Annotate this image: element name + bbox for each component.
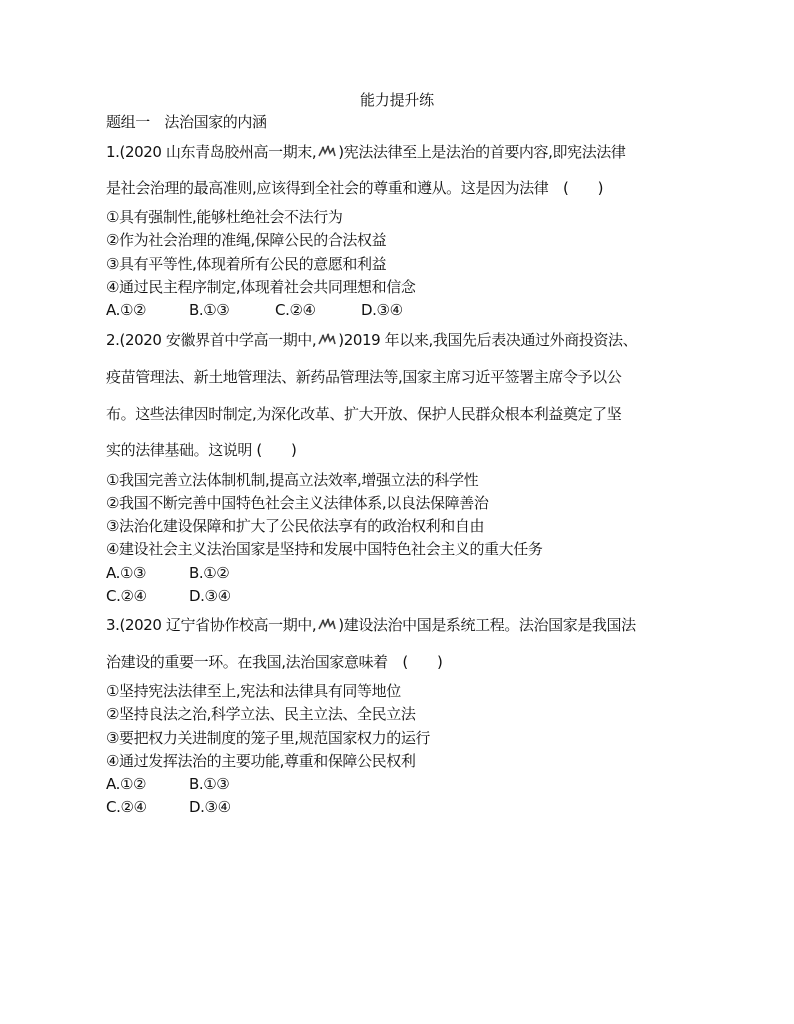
question-1-item-1: ①具有强制性,能够杜绝社会不法行为 bbox=[106, 208, 343, 226]
question-3-options-row-2 bbox=[106, 797, 231, 817]
question-2-item-4: ④建设社会主义法治国家是坚持和发展中国特色社会主义的重大任务 bbox=[106, 540, 543, 558]
question-1-line-1 bbox=[106, 142, 626, 162]
question-2-options-row-1 bbox=[106, 563, 229, 583]
question-2-item-3: ③法治化建设保障和扩大了公民依法享有的政治权利和自由 bbox=[106, 517, 485, 535]
option-b[interactable]: B.①③ bbox=[189, 301, 230, 319]
question-1-item-4: ④通过民主程序制定,体现着社会共同理想和信念 bbox=[106, 278, 416, 296]
question-3-line-1 bbox=[106, 615, 636, 635]
question-1-options bbox=[106, 300, 403, 320]
option-c[interactable]: C.②④ bbox=[275, 301, 316, 319]
option-a[interactable]: A.①③ bbox=[106, 564, 147, 582]
option-a[interactable]: A.①② bbox=[106, 775, 147, 793]
option-b[interactable]: B.①③ bbox=[189, 775, 230, 793]
question-3-item-3: ③要把权力关进制度的笼子里,规范国家权力的运行 bbox=[106, 729, 431, 747]
question-2-line-1 bbox=[106, 330, 637, 350]
page-title: 能力提升练 bbox=[359, 91, 434, 109]
question-1-line-2: 是社会治理的最高准则,应该得到全社会的尊重和遵从。这是因为法律 ( ) bbox=[106, 179, 604, 197]
question-3-item-1: ①坚持宪法法律至上,宪法和法律具有同等地位 bbox=[106, 682, 401, 700]
question-3-item-4: ④通过发挥法治的主要功能,尊重和保障公民权利 bbox=[106, 752, 416, 770]
difficulty-stars-icon bbox=[317, 618, 337, 632]
option-d[interactable]: D.③④ bbox=[361, 301, 403, 319]
question-1-source: 1.(2020 山东青岛胶州高一期末, bbox=[106, 143, 317, 161]
option-d[interactable]: D.③④ bbox=[189, 798, 231, 816]
question-2-line-2: 疫苗管理法、新土地管理法、新药品管理法等,国家主席习近平签署主席令予以公 bbox=[106, 368, 622, 386]
question-2-item-2: ②我国不断完善中国特色社会主义法律体系,以良法保障善治 bbox=[106, 494, 489, 512]
question-2-line-4: 实的法律基础。这说明 ( ) bbox=[106, 441, 297, 459]
option-d[interactable]: D.③④ bbox=[189, 587, 231, 605]
question-2-source: 2.(2020 安徽界首中学高一期中, bbox=[106, 331, 317, 349]
question-1-stem: )宪法法律至上是法治的首要内容,即宪法法律 bbox=[338, 143, 626, 161]
difficulty-stars-icon bbox=[317, 145, 337, 159]
option-c[interactable]: C.②④ bbox=[106, 798, 147, 816]
question-1-item-2: ②作为社会治理的准绳,保障公民的合法权益 bbox=[106, 231, 387, 249]
question-2-item-1: ①我国完善立法体制机制,提高立法效率,增强立法的科学性 bbox=[106, 471, 479, 489]
question-3-item-2: ②坚持良法之治,科学立法、民主立法、全民立法 bbox=[106, 705, 416, 723]
option-a[interactable]: A.①② bbox=[106, 301, 147, 319]
question-2-line-3: 布。这些法律因时制定,为深化改革、扩大开放、保护人民群众根本利益奠定了坚 bbox=[106, 405, 622, 423]
question-2-options-row-2 bbox=[106, 586, 231, 606]
question-2-stem: )2019 年以来,我国先后表决通过外商投资法、 bbox=[338, 331, 638, 349]
question-3-source: 3.(2020 辽宁省协作校高一期中, bbox=[106, 616, 317, 634]
difficulty-stars-icon bbox=[317, 333, 337, 347]
option-c[interactable]: C.②④ bbox=[106, 587, 147, 605]
question-3-options-row-1 bbox=[106, 774, 229, 794]
question-1-item-3: ③具有平等性,体现着所有公民的意愿和利益 bbox=[106, 255, 387, 273]
question-3-line-2: 治建设的重要一环。在我国,法治国家意味着 ( ) bbox=[106, 653, 443, 671]
question-3-stem: )建设法治中国是系统工程。法治国家是我国法 bbox=[338, 616, 636, 634]
group-heading: 题组一 法治国家的内涵 bbox=[106, 113, 267, 131]
option-b[interactable]: B.①② bbox=[189, 564, 230, 582]
